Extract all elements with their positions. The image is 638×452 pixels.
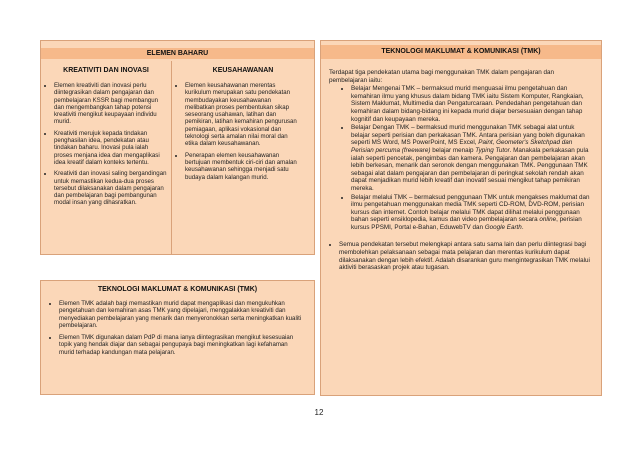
ict-approach-list [321, 85, 601, 231]
ict-panel-left [40, 280, 315, 395]
approach-through-ict-google: Google Earth [484, 223, 522, 231]
approach-through-ict-text: . [521, 223, 524, 231]
approach-through-ict-text: , perisian kursus PPSMI, Portal e-Bahan, EduwebTV dan [351, 216, 582, 231]
approach-with-ict-text: Belajar Dengan TMK – bermaksud murid menggunakan TMK sebagai alat untuk belajar seperti perisian dan perkakasan TMK. Antara perisian yang boleh digunakan seperti MS Word, MS PowerPoint, MS Excel, [351, 124, 585, 147]
ict-right-intro: Terdapat tiga pendekatan utama bagi menggunakan TMK dalam pengajaran dan pembelajaran iaitu: [329, 69, 554, 84]
new-elements-title: ELEMEN BAHARU [41, 48, 314, 59]
ict-right-title: TEKNOLOGI MAKLUMAT & KOMUNIKASI (TMK) [321, 45, 601, 59]
creativity-list [41, 82, 171, 207]
entrepreneurship-heading: KEUSAHAWANAN [212, 67, 274, 74]
ict-left-title: TEKNOLOGI MAKLUMAT & KOMUNIKASI (TMK) [97, 286, 258, 293]
new-elements-panel [40, 40, 315, 255]
ict-approach-item [351, 124, 593, 192]
approach-about-ict: Belajar Mengenai TMK – bermaksud murid menguasai ilmu pengetahuan dan kemahiran ilmu yang khusus dalam bidang TMK iaitu Sistem Komputer, Rangkaian, Sistem Maklumat, Multimedia dan Pengaturcaraan. Pendedahan pengetahuan dan kemahiran dalam bidang-bidang ini kepada murid diajar bersesuaian dengan tahap kognitif dan keupayaan mereka. [351, 85, 584, 123]
approach-with-ict-text: . Manakala perkakasan pula ialah seperti pencetak, pengimbas dan kamera. Pengajaran dan pembelajaran akan lebih berkesan, menarik dan seronok dengan menggunakan TMK. Penggunaan TMK sebagai alat dalam pengajaran dan pembelajaran di peringkat sekolah rendah akan dapat menjadikan murid lebih kreatif dan inovatif sesuai mengikut tahap pemikiran mereka. [351, 146, 589, 192]
approach-through-ict-text: Belajar melalui TMK – bermaksud penggunaan TMK untuk mengakses maklumat dan ilmu pengetahuan menggunakan media TMK seperti CD-ROM, DVD-ROM, perisian kursus dan internet. Contoh belajar melalui TMK dapat dilihat melalui penggunaan bahan seperti ensiklopedia, kamus dan video pembelajaran secara [351, 193, 590, 224]
creativity-item: • Kreativiti merujuk kepada tindakan penghasilan idea, pendekatan atau tindakan baharu. Inovasi pula ialah proses menjana idea dan mengaplikasi idea kreatif dalam konteks tertentu. [54, 130, 167, 166]
ict-panel-right [320, 40, 602, 396]
ict-summary-item: • Semua pendekatan tersebut melengkapi antara satu sama lain dan perlu diintegrasi bagi membolehkan pelaksanaan sebagai mata pelajaran dan merentas kurikulum dapat dilaksanakan dengan lebih efektif. Adalah disarankan guru mengintegrasikan TMK melalui aktiviti berasaskan projek atau tugasan. [339, 241, 593, 271]
approach-with-ict-typing: Typing Tutor [475, 146, 510, 154]
ict-left-list [41, 300, 314, 356]
ict-summary-list [321, 241, 601, 271]
creativity-column [41, 61, 172, 254]
approach-through-ict-online: online [539, 216, 557, 224]
approach-with-ict-software: Paint, Geometer's Sketchpad dan Perisian percuma (freeware) [351, 139, 573, 154]
ict-left-item: • Elemen TMK adalah bagi memastikan murid dapat mengaplikasi dan mengukuhkan pengetahuan dan kemahiran asas TMK yang dipelajari, menggalakkan kreativiti dan menyediakan pembelajaran yang menarik dan menyeronokkan serta meningkatkan kualiti pembelajaran. [59, 300, 304, 329]
approach-with-ict-text: belajar menaip [430, 146, 476, 154]
creativity-heading: KREATIVITI DAN INOVASI [63, 67, 149, 74]
ict-approach-item [351, 194, 593, 232]
entrepreneurship-item: • Elemen keusahawanan merentas kurikulum merupakan satu pendekatan membudayakan keusahawanan melibatkan proses pembentukan sikap seseorang usahawan, latihan dan pemikiran, latihan kemahiran pengurusan pemiagaan, aplikasi vokasional dan teknologi serta amalan nilai moral dan etika dalam keusahawanan. [185, 82, 300, 148]
ict-left-item: • Elemen TMK digunakan dalam PdP di mana ianya diintegrasikan mengikut kesesuaian topik yang hendak diajar dan sebagai pengupaya bagi meningkatkan lagi kefahaman murid terhadap kandungan mata pelajaran. [59, 334, 304, 356]
creativity-item: • Elemen kreativiti dan inovasi perlu diintegrasikan dalam pengajaran dan pembelajaran KSSR bagi membangun dan mengembangkan tahap potensi kreativiti mengikut keupayaan individu murid. [54, 82, 167, 126]
entrepreneurship-column [172, 61, 314, 254]
page-number: 12 [314, 408, 324, 417]
ict-approach-item [351, 85, 593, 123]
entrepreneurship-item: • Penerapan elemen keusahawanan bertujuan membentuk ciri-ciri dan amalan keusahawanan sehingga menjadi satu budaya dalam kalangan murid. [185, 152, 300, 181]
creativity-item: • Kreativiti dan inovasi saling bergandingan untuk memastikan kedua-dua proses tersebut dilaksanakan dalam pengajaran dan pembelajaran bagi pembangunan modal insan yang dihasratkan. [54, 170, 167, 206]
entrepreneurship-list [172, 82, 314, 181]
